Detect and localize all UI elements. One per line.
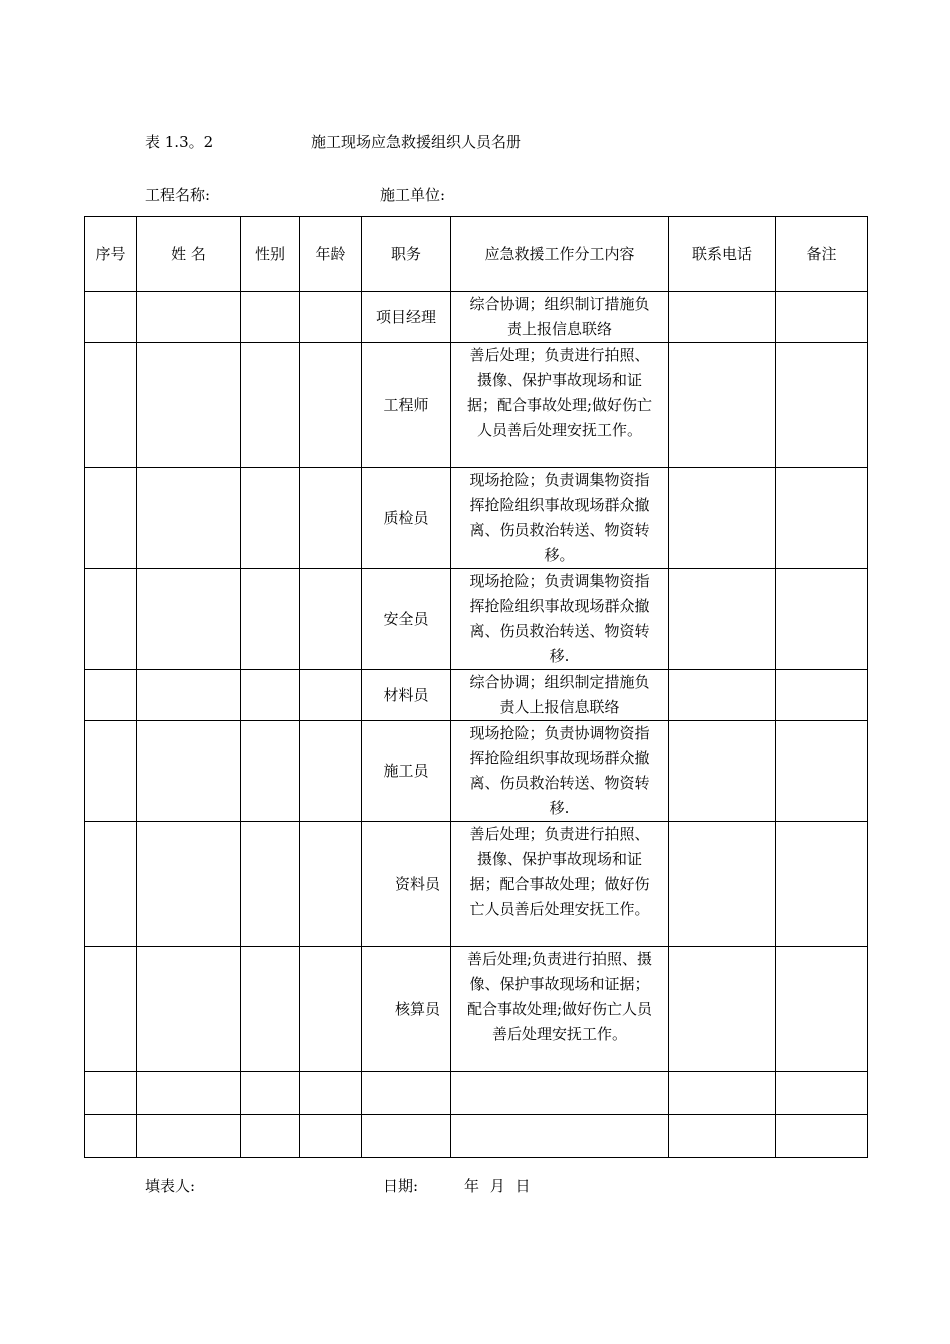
table-row [85, 670, 868, 721]
cell-position: 安全员 [362, 569, 451, 670]
cell-gender [241, 947, 300, 1072]
cell-phone [669, 721, 776, 822]
cell-index [85, 1115, 137, 1158]
col-header-gender: 性别 [241, 217, 300, 292]
cell-duty [451, 1072, 669, 1115]
cell-name [137, 1072, 241, 1115]
cell-name [137, 292, 241, 343]
cell-index [85, 468, 137, 569]
cell-phone [669, 1115, 776, 1158]
date-label: 日期: [383, 1177, 419, 1195]
cell-gender [241, 292, 300, 343]
cell-remarks [776, 822, 868, 947]
filler-label: 填表人: [145, 1177, 196, 1195]
cell-position: 项目经理 [362, 292, 451, 343]
cell-index [85, 721, 137, 822]
cell-age [300, 1115, 362, 1158]
cell-remarks [776, 670, 868, 721]
cell-name [137, 822, 241, 947]
cell-duty: 现场抢险；负责协调物资指挥抢险组织事故现场群众撤离、伤员救治转送、物资转移. [451, 721, 669, 822]
cell-remarks [776, 1115, 868, 1158]
emergency-roster-table [84, 216, 868, 1158]
cell-gender [241, 721, 300, 822]
cell-index [85, 947, 137, 1072]
cell-age [300, 822, 362, 947]
cell-duty: 综合协调；组织制订措施负责上报信息联络 [451, 292, 669, 343]
cell-duty: 善后处理；负责进行拍照、摄像、保护事故现场和证据；配合事故处理;做好伤亡人员善后处理安抚工作。 [451, 343, 669, 468]
cell-remarks [776, 1072, 868, 1115]
cell-age [300, 1072, 362, 1115]
table-row [85, 292, 868, 343]
cell-position: 质检员 [362, 468, 451, 569]
cell-name [137, 947, 241, 1072]
col-header-remarks: 备注 [776, 217, 868, 292]
cell-position: 施工员 [362, 721, 451, 822]
cell-age [300, 670, 362, 721]
table-number: 表 1.3。2 [145, 133, 214, 151]
cell-phone [669, 343, 776, 468]
cell-index [85, 670, 137, 721]
cell-phone [669, 1072, 776, 1115]
cell-phone [669, 468, 776, 569]
table-row-empty [85, 1072, 868, 1115]
cell-phone [669, 947, 776, 1072]
cell-gender [241, 670, 300, 721]
cell-phone [669, 670, 776, 721]
cell-remarks [776, 947, 868, 1072]
cell-remarks [776, 569, 868, 670]
col-header-position: 职务 [362, 217, 451, 292]
header-row [85, 217, 868, 292]
cell-age [300, 468, 362, 569]
cell-index [85, 569, 137, 670]
table-row [85, 947, 868, 1072]
cell-age [300, 721, 362, 822]
cell-phone [669, 822, 776, 947]
cell-position: 材料员 [362, 670, 451, 721]
cell-position: 资料员 [362, 822, 451, 947]
table-row [85, 822, 868, 947]
cell-duty: 综合协调；组织制定措施负责人上报信息联络 [451, 670, 669, 721]
table-row [85, 468, 868, 569]
cell-phone [669, 569, 776, 670]
col-header-duty: 应急救援工作分工内容 [451, 217, 669, 292]
col-header-index: 序号 [85, 217, 137, 292]
cell-index [85, 292, 137, 343]
cell-position [362, 1115, 451, 1158]
cell-age [300, 947, 362, 1072]
cell-index [85, 822, 137, 947]
cell-name [137, 721, 241, 822]
project-name-label: 工程名称: [145, 186, 211, 204]
cell-position: 工程师 [362, 343, 451, 468]
cell-age [300, 292, 362, 343]
table-row [85, 569, 868, 670]
table-row [85, 343, 868, 468]
cell-duty: 善后处理;负责进行拍照、摄像、保护事故现场和证据；配合事故处理;做好伤亡人员善后处理安抚工作。 [451, 947, 669, 1072]
cell-remarks [776, 292, 868, 343]
cell-name [137, 1115, 241, 1158]
date-ymd: 年 月 日 [464, 1177, 531, 1195]
cell-duty [451, 1115, 669, 1158]
cell-name [137, 670, 241, 721]
cell-gender [241, 468, 300, 569]
cell-remarks [776, 343, 868, 468]
col-header-name: 姓 名 [137, 217, 241, 292]
cell-gender [241, 1115, 300, 1158]
cell-gender [241, 569, 300, 670]
cell-duty: 现场抢险；负责调集物资指挥抢险组织事故现场群众撤离、伤员救治转送、物资转移. [451, 569, 669, 670]
cell-name [137, 569, 241, 670]
col-header-age: 年龄 [300, 217, 362, 292]
cell-position [362, 1072, 451, 1115]
cell-remarks [776, 721, 868, 822]
cell-duty: 善后处理；负责进行拍照、摄像、保护事故现场和证据；配合事故处理；做好伤亡人员善后处理安抚工作。 [451, 822, 669, 947]
cell-remarks [776, 468, 868, 569]
cell-gender [241, 343, 300, 468]
cell-phone [669, 292, 776, 343]
table-row [85, 721, 868, 822]
cell-index [85, 343, 137, 468]
cell-name [137, 343, 241, 468]
document-title: 施工现场应急救援组织人员名册 [311, 133, 522, 151]
cell-gender [241, 1072, 300, 1115]
cell-gender [241, 822, 300, 947]
cell-age [300, 343, 362, 468]
table-row-empty [85, 1115, 868, 1158]
cell-age [300, 569, 362, 670]
cell-position: 核算员 [362, 947, 451, 1072]
cell-index [85, 1072, 137, 1115]
cell-duty: 现场抢险；负责调集物资指挥抢险组织事故现场群众撤离、伤员救治转送、物资转移。 [451, 468, 669, 569]
construction-unit-label: 施工单位: [380, 186, 446, 204]
cell-name [137, 468, 241, 569]
col-header-phone: 联系电话 [669, 217, 776, 292]
